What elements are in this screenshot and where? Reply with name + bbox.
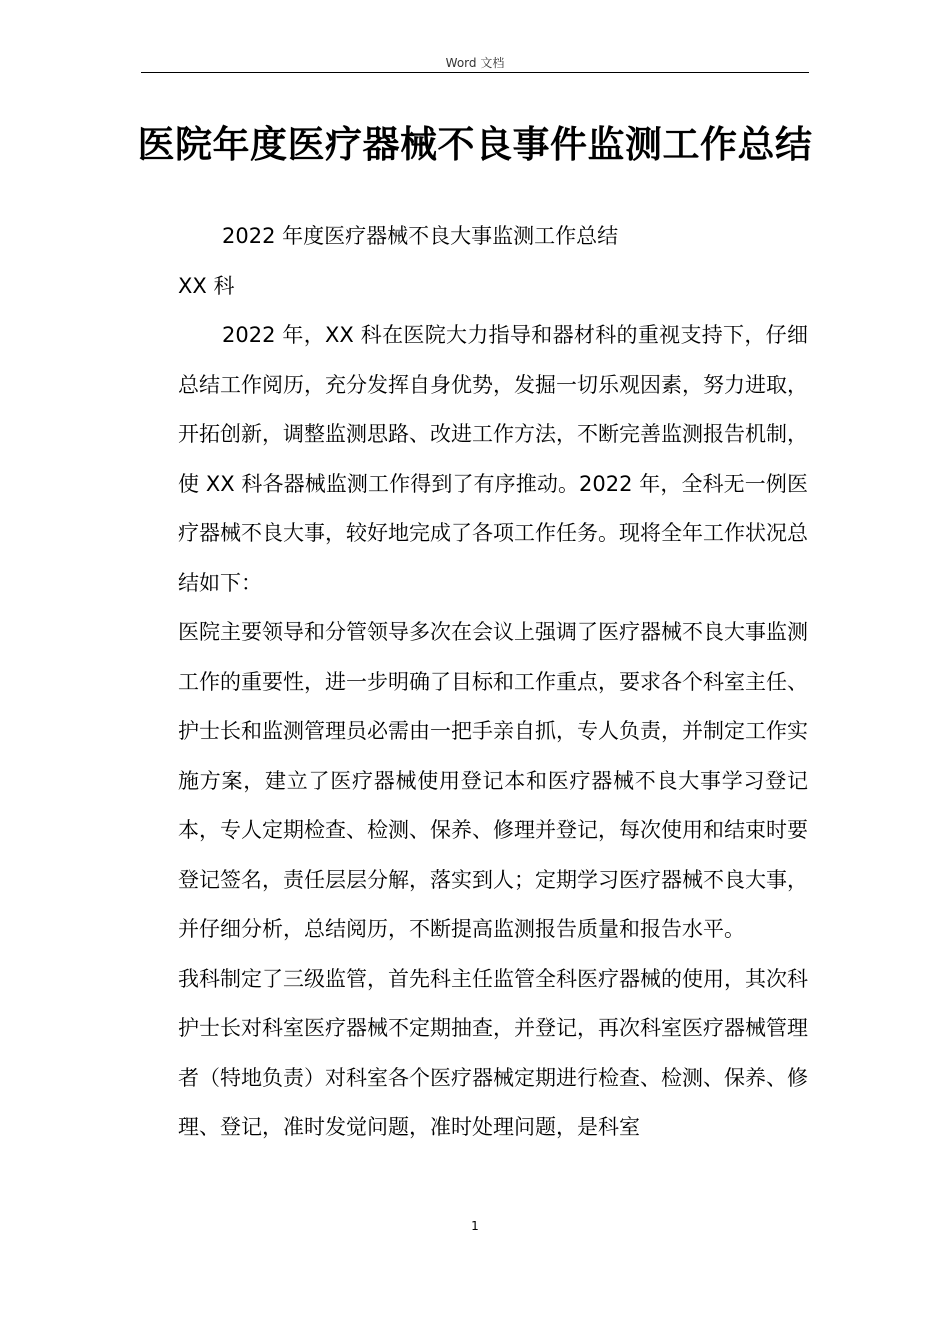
body-paragraph: 我科制定了三级监管，首先科主任监管全科医疗器械的使用，其次科护士长对科室医疗器械不定期抽查，并登记，再次科室医疗器械管理者（特地负责）对科室各个医疗器械定期进行检查、检测、保养、修理、登记，准时发觉问题，准时处理问题，是科室 [178, 966, 808, 1139]
body-paragraph: 2022 年，XX 科在医院大力指导和器材科的重视支持下，仔细总结工作阅历，充分发挥自身优势，发掘一切乐观因素，努力进取，开拓创新，调整监测思路、改进工作方法，不断完善监测报告机制，使 XX 科各器械监测工作得到了有序推动。2022 年，全科无一例医疗器械不良大事，较好地完成了各项工作任务。现将全年工作状况总结如下： [178, 323, 808, 595]
page-number: 1 [471, 1219, 479, 1233]
document-title: 医院年度医疗器械不良事件监测工作总结 [137, 122, 813, 166]
body-paragraph: 医院主要领导和分管领导多次在会议上强调了医疗器械不良大事监测工作的重要性，进一步明确了目标和工作重点，要求各个科室主任、护士长和监测管理员必需由一把手亲自抓，专人负责，并制定工作实施方案，建立了医疗器械使用登记本和医疗器械不良大事学习登记本，专人定期检查、检测、保养、修理并登记，每次使用和结束时要登记签名，责任层层分解，落实到人；定期学习医疗器械不良大事，并仔细分析，总结阅历，不断提高监测报告质量和报告水平。 [178, 620, 808, 941]
document-body [178, 212, 808, 1153]
document-subtitle: 2022 年度医疗器械不良大事监测工作总结 [222, 224, 619, 248]
page-header: Word 文档 [445, 56, 505, 70]
header-divider [141, 72, 809, 73]
department-line: XX 科 [178, 273, 235, 298]
